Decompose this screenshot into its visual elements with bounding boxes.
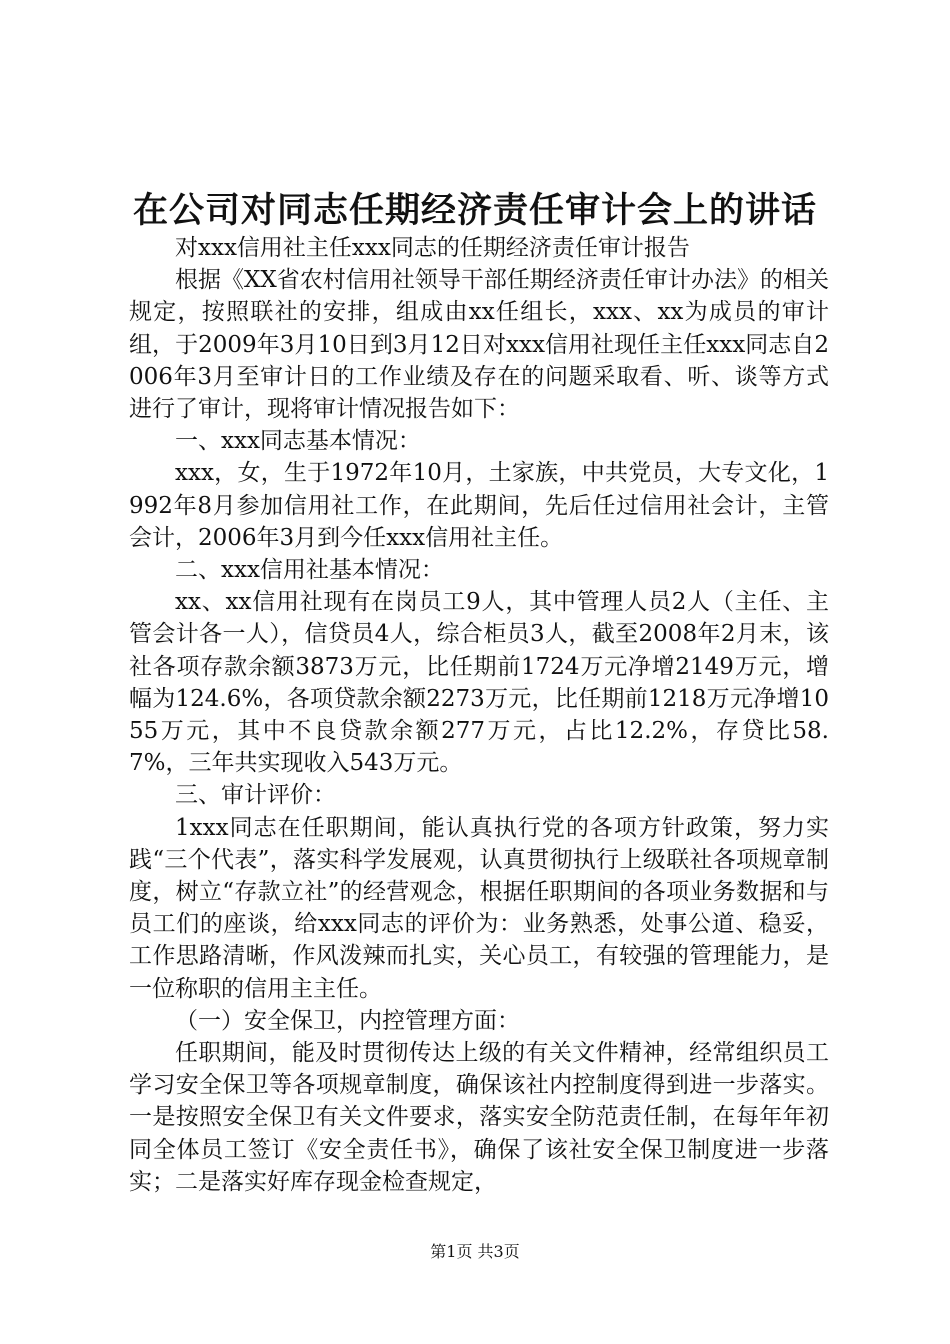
section-heading: 二、xxx信用社基本情况： (175, 557, 444, 584)
page-footer: 第1页 共3页 (430, 1242, 520, 1261)
section-heading: 一、xxx同志基本情况： (175, 428, 421, 455)
body-paragraph: xx、xx信用社现有在岗员工9人，其中管理人员2人（主任、主管会计各一人），信贷员4人，综合柜员3人，截至2008年2月末，该社各项存款余额3873万元，比任期前1724万元净增2149万元，增幅为124.6%，各项贷款余额2273万元，比任期前1218万元净增1055万元，其中不良贷款余额277万元，占比12.2%，存贷比58.7%，三年共实现收入543万元。 (129, 589, 829, 777)
body-paragraph: 1xxx同志在任职期间，能认真执行党的各项方针政策，努力实践“三个代表”，落实科学发展观，认真贯彻执行上级联社各项规章制度，树立“存款立社”的经营观念，根据任职期间的各项业务数据和与员工们的座谈，给xxx同志的评价为：业务熟悉，处事公道、稳妥，工作思路清晰，作风泼辣而扎实，关心员工，有较强的管理能力，是一位称职的信用主主任。 (129, 814, 829, 1002)
report-heading-paragraph: 对xxx信用社主任xxx同志的任期经济责任审计报告 (175, 235, 690, 261)
body-paragraph: 任职期间，能及时贯彻传达上级的有关文件精神，经常组织员工学习安全保卫等各项规章制度，确保该社内控制度得到进一步落实。一是按照安全保卫有关文件要求，落实安全防范责任制，在每年年初同全体员工签订《安全责任书》，确保了该社安全保卫制度进一步落实；二是落实好库存现金检查规定， (129, 1040, 829, 1195)
document-title: 在公司对同志任期经济责任审计会上的讲话 (132, 190, 817, 231)
body-paragraph: 根据《XX省农村信用社领导干部任期经济责任审计办法》的相关规定，按照联社的安排，组成由xx任组长，xxx、xx为成员的审计组，于2009年3月10日到3月12日对xxx信用社现任主任xxx同志自2006年3月至审计日的工作业绩及存在的问题采取看、听、谈等方式进行了审计，现将审计情况报告如下： (129, 267, 829, 423)
body-paragraph: xxx，女，生于1972年10月，土家族，中共党员，大专文化，1992年8月参加信用社工作，在此期间，先后任过信用社会计，主管会计，2006年3月到今任xxx信用社主任。 (129, 460, 829, 551)
section-heading: 三、审计评价： (175, 782, 336, 809)
subsection-heading: （一）安全保卫，内控管理方面： (175, 1007, 520, 1034)
document-body (129, 232, 829, 1198)
